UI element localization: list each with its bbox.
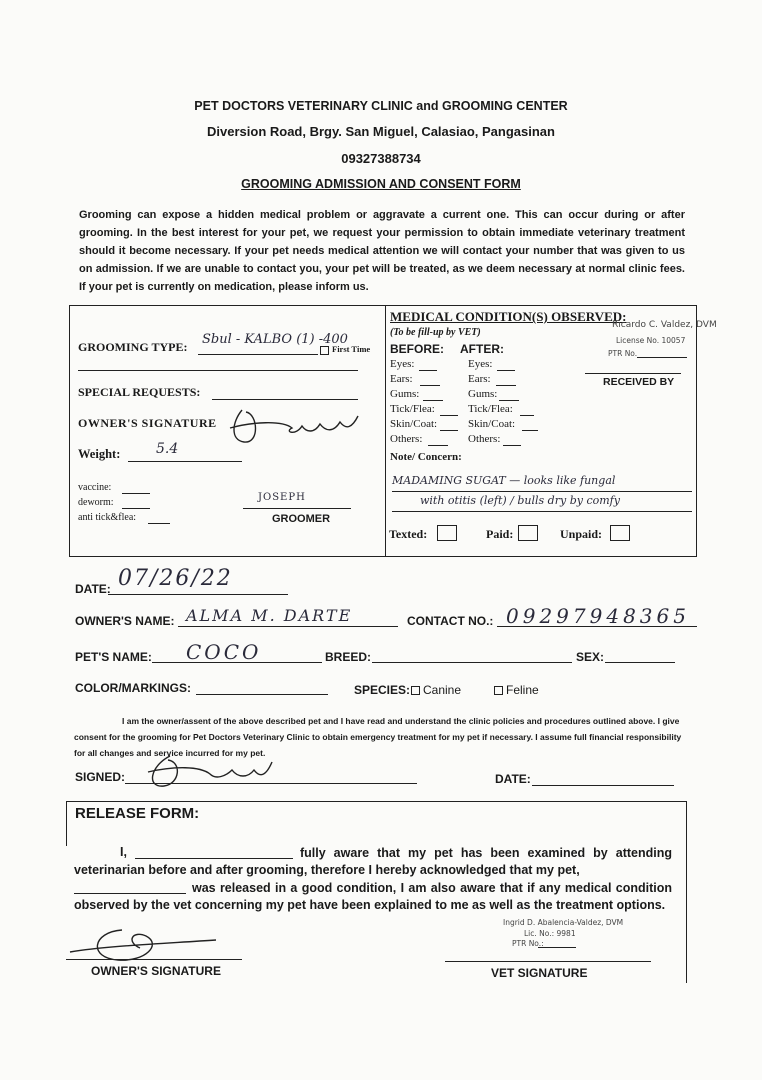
canine-checkbox[interactable] (411, 686, 420, 695)
anti-tick-label: anti tick&flea: (78, 512, 137, 523)
species-label: SPECIES: (354, 683, 411, 697)
owner-name-label: OWNER'S NAME: (75, 614, 175, 628)
paid-label: Paid: (486, 527, 514, 541)
signed-signature-scribble (140, 752, 280, 792)
date-label: DATE: (75, 582, 111, 596)
intro-paragraph: Grooming can expose a hidden medical problem or aggravate a current one. This can occur during or after grooming. In the best interest for your pet, we request your permission to obtain immediate veterinary treatment should it become necessary. If your pet needs medical attention we will contact your number that was given to us on admission. If we are unable to contact you, your pet will be treated, as we deem necessary at normal clinic fees. If your pet is currently on medication, please inform us. (79, 209, 685, 293)
pet-name-value[interactable]: COCO (186, 640, 262, 664)
sex-label: SEX: (576, 650, 605, 664)
contact-value[interactable]: 09297948365 (506, 604, 690, 628)
before-gums: Gums: (390, 388, 420, 400)
deworm-line (122, 508, 150, 509)
after-others: Others: (468, 433, 501, 445)
before-others: Others: (390, 433, 423, 445)
after-eyes: Eyes: (468, 358, 493, 370)
received-by-label: RECEIVED BY (603, 376, 675, 388)
vet-stamp-name: Ricardo C. Valdez, DVM (612, 320, 717, 330)
release-right-border (686, 801, 687, 983)
vet-stamp-ptr: PTR No. (608, 349, 638, 358)
groomer-line (243, 508, 351, 509)
weight-label: Weight: (78, 447, 121, 461)
grooming-extra-line (78, 370, 358, 371)
unpaid-box[interactable] (610, 525, 630, 541)
contact-label: CONTACT NO.: (407, 614, 494, 628)
clinic-phone: 09327388734 (341, 151, 421, 166)
release-stamp-name: Ingrid D. Abalencia-Valdez, DVM (503, 918, 624, 927)
weight-line (128, 461, 242, 462)
groomer-name: JOSEPH (258, 492, 306, 503)
first-time-option[interactable] (320, 344, 370, 355)
release-title: RELEASE FORM: (75, 805, 200, 822)
vet-signature-caption: VET SIGNATURE (491, 966, 588, 980)
canine-label: Canine (423, 683, 462, 697)
after-ears: Ears: (468, 373, 491, 385)
before-ears: Ears: (390, 373, 413, 385)
anti-tick-line (148, 523, 170, 524)
weight-value[interactable]: 5.4 (156, 441, 179, 457)
pet-name-label: PET'S NAME: (75, 650, 152, 664)
medical-title: MEDICAL CONDITION(S) OBSERVED: (390, 309, 627, 324)
after-tick: Tick/Flea: (468, 403, 513, 415)
clinic-name: PET DOCTORS VETERINARY CLINIC and GROOMING CENTER (194, 99, 568, 113)
release-stamp-ptr: PTR No.: (512, 939, 544, 948)
texted-label: Texted: (389, 527, 428, 541)
feline-option[interactable] (494, 683, 539, 697)
after-skin: Skin/Coat: (468, 418, 516, 430)
note-label: Note/ Concern: (390, 451, 462, 463)
release-text-1: fully aware that my pet has been examined by attending veterinarian before and after grooming, therefore I hereby acknowledged that my pet, (74, 846, 672, 877)
before-label: BEFORE: (390, 342, 444, 356)
medical-subtitle: (To be fill-up by VET) (390, 327, 481, 338)
release-left-border (66, 801, 67, 846)
vaccine-label: vaccine: (78, 482, 112, 493)
special-requests-label: SPECIAL REQUESTS: (78, 385, 201, 399)
release-top-border (66, 801, 686, 802)
consent-text: I am the owner/assent of the above described pet and I have read and understand the clinic policies and procedures outlined above. I give consent for the grooming for Pet Doctors Veterinary Clinic to obtain emergency treatment for my pet if necessary. I assume full financial responsibility for all changes and service incurred for my pet. (74, 716, 682, 758)
grooming-type-value[interactable]: Sbul - KALBO (1) -400 (202, 332, 348, 347)
grooming-type-line (198, 354, 318, 355)
color-label: COLOR/MARKINGS: (75, 681, 191, 695)
after-label: AFTER: (460, 342, 504, 356)
signed-label: SIGNED: (75, 770, 126, 784)
breed-label: BREED: (325, 650, 372, 664)
grooming-type-label: GROOMING TYPE: (78, 340, 188, 354)
vet-stamp-license: License No. 10057 (616, 336, 686, 345)
note-line-2[interactable]: with otitis (left) / bulls dry by comfy (420, 494, 620, 507)
release-i: I, (120, 845, 127, 859)
consent-date-label: DATE: (495, 772, 531, 786)
release-owner-signature-scribble (66, 922, 246, 968)
feline-label: Feline (506, 683, 539, 697)
first-time-label: First Time (332, 344, 371, 354)
owner-name-value[interactable]: ALMA M. DARTE (186, 606, 353, 625)
owner-signature-label: OWNER'S SIGNATURE (78, 416, 217, 430)
owner-signature-scribble (222, 402, 362, 450)
intake-box-divider (385, 305, 386, 557)
feline-checkbox[interactable] (494, 686, 503, 695)
release-stamp-lic: Lic. No.: 9981 (524, 929, 576, 938)
deworm-label: deworm: (78, 497, 114, 508)
release-text-2: was released in a good condition, I am also aware that if any medical condition observed by the vet concerning my pet have been explained to me as well as the treatment options. (74, 881, 672, 912)
first-time-checkbox[interactable] (320, 346, 329, 355)
groomer-label: GROOMER (272, 513, 331, 525)
special-requests-line[interactable] (212, 399, 358, 400)
date-value[interactable]: 07/26/22 (118, 566, 233, 591)
vaccine-line (122, 493, 150, 494)
texted-box[interactable] (437, 525, 457, 541)
unpaid-label: Unpaid: (560, 527, 603, 541)
after-gums: Gums: (468, 388, 498, 400)
clinic-address: Diversion Road, Brgy. San Miguel, Calasiao, Pangasinan (207, 124, 555, 139)
before-skin: Skin/Coat: (390, 418, 438, 430)
before-eyes: Eyes: (390, 358, 415, 370)
note-line-1[interactable]: MADAMING SUGAT — looks like fungal (392, 474, 616, 487)
paid-box[interactable] (518, 525, 538, 541)
form-title: GROOMING ADMISSION AND CONSENT FORM (241, 177, 521, 191)
before-tick: Tick/Flea: (390, 403, 435, 415)
owner-signature-caption: OWNER'S SIGNATURE (91, 964, 221, 978)
canine-option[interactable] (411, 683, 461, 697)
